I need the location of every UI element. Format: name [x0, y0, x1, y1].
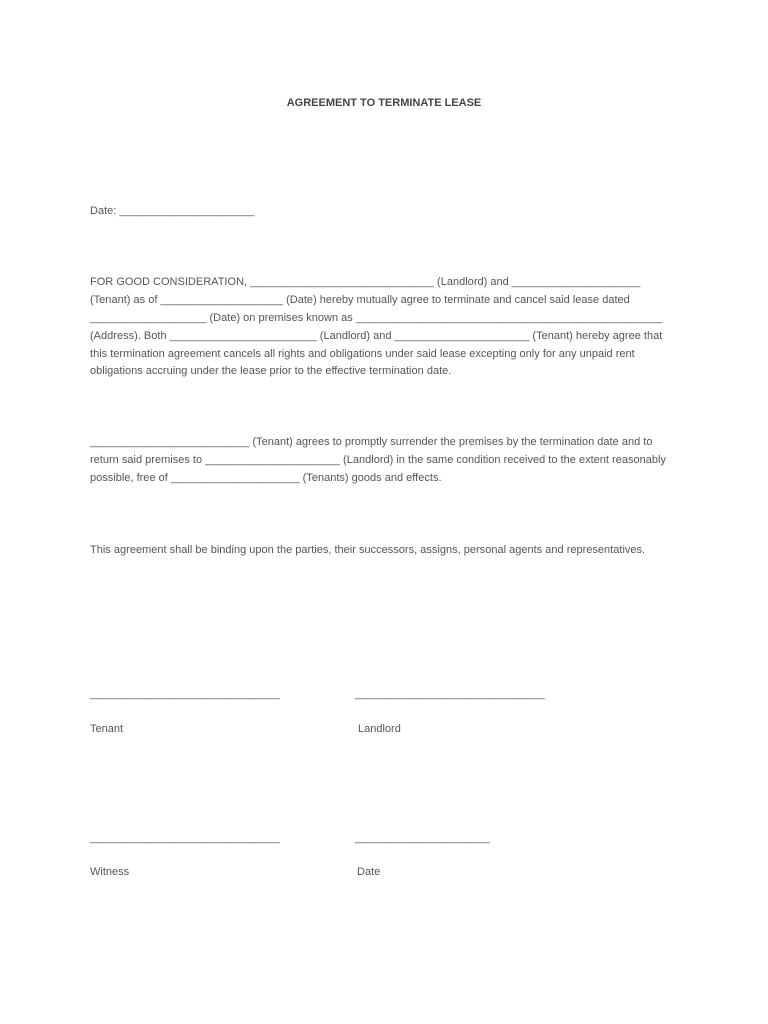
- landlord-label: Landlord: [358, 723, 401, 735]
- paragraph1-line-1: FOR GOOD CONSIDERATION, ______________________________ (Landlord) and _____________________: [90, 276, 641, 288]
- paragraph2-line-3: possible, free of _____________________ (Tenants) goods and effects.: [90, 472, 442, 484]
- paragraph2-line-2: return said premises to ______________________ (Landlord) in the same condition received to the extent reasonably: [90, 454, 666, 466]
- paragraph2-line-1: __________________________ (Tenant) agrees to promptly surrender the premises by the termination date and to: [90, 436, 653, 448]
- tenant-signature-line: _______________________________: [90, 688, 280, 700]
- date-label: Date: [357, 866, 381, 878]
- paragraph3-binding-clause: This agreement shall be binding upon the parties, their successors, assigns, personal agents and representatives.: [90, 544, 646, 556]
- witness-label: Witness: [90, 866, 130, 878]
- paragraph1-line-2: (Tenant) as of ____________________ (Date) hereby mutually agree to terminate and cancel said lease dated: [90, 294, 630, 306]
- witness-signature-line: _______________________________: [90, 832, 280, 844]
- date-field-line: Date: ______________________: [90, 205, 255, 217]
- landlord-signature-line: _______________________________: [355, 688, 545, 700]
- date-signature-line: ______________________: [355, 832, 490, 844]
- paragraph1-line-6: obligations accruing under the lease prior to the effective termination date.: [90, 365, 452, 377]
- paragraph1-line-5: this termination agreement cancels all rights and obligations under said lease excepting only for any unpaid rent: [90, 348, 635, 360]
- tenant-label: Tenant: [90, 723, 124, 735]
- document-title: AGREEMENT TO TERMINATE LEASE: [286, 97, 482, 109]
- paragraph1-line-3: ___________________ (Date) on premises known as __________________________________________________: [90, 312, 663, 324]
- paragraph1-line-4: (Address). Both ________________________ (Landlord) and ______________________ (Tenant) hereby agree that: [90, 330, 663, 342]
